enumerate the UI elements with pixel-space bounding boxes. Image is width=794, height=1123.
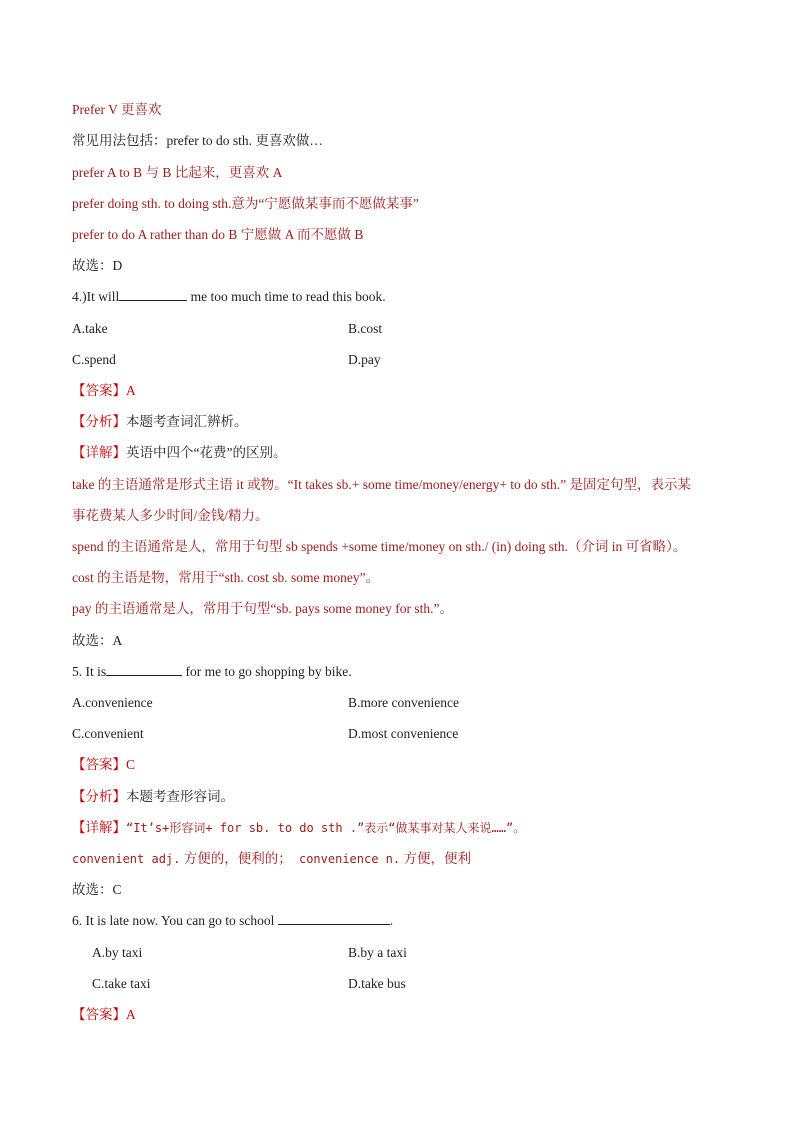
q4-pay-line xyxy=(72,600,453,618)
answer-tag: 【答案】 xyxy=(72,1007,126,1022)
q4-cost-a: cost 的主语是物，常用于 xyxy=(72,570,219,585)
q5-detail xyxy=(72,819,525,837)
detail-tag: 【详解】 xyxy=(72,445,126,460)
q5-stem-post: for me to go shopping by bike. xyxy=(185,664,352,679)
q4-stem xyxy=(72,288,386,306)
q5-option-b: B.more convenience xyxy=(348,695,459,710)
q5-option-d: D.most convenience xyxy=(348,726,459,741)
q5-option-c: C.convenient xyxy=(72,726,144,741)
q6-blank xyxy=(278,912,390,925)
q6-stem-post: . xyxy=(389,913,394,928)
q6-option-a: A.by taxi xyxy=(92,945,143,960)
q5-choice-text: 故选：C xyxy=(72,882,122,897)
q5-option-a: A.convenience xyxy=(72,695,153,710)
q4-cost-c: 。 xyxy=(365,570,380,585)
q4-analysis xyxy=(72,413,248,431)
q6-option-b: B.by a taxi xyxy=(348,945,407,960)
detail-tag: 【详解】 xyxy=(72,820,126,835)
q4-choice: 故选：A xyxy=(72,633,123,648)
q5-word-line xyxy=(72,850,471,868)
q4-spend-b: sb spends +some time/money on sth./ (in) doing sth.（介词 in 可省略）。 xyxy=(282,539,687,554)
q5-analysis xyxy=(72,788,234,806)
q4-stem-pre: 4.)It will xyxy=(72,289,120,304)
prefer-doing-line: prefer doing sth. to doing sth.意为“宁愿做某事而不愿做某事” xyxy=(72,196,419,211)
prefer-usage-line: 常见用法包括：prefer to do sth. 更喜欢做… xyxy=(72,133,323,148)
q5-word-a: convenient adj. xyxy=(72,852,181,866)
q4-answer-value: A xyxy=(126,383,136,398)
q4-answer xyxy=(72,382,136,400)
q5-stem-pre: 5. It is xyxy=(72,664,107,679)
q4-cost-b: “sth. cost sb. some money” xyxy=(218,570,366,585)
q4-option-a: A.take xyxy=(72,321,108,336)
q6-option-d: D.take bus xyxy=(348,976,406,991)
q6-answer xyxy=(72,1006,136,1024)
q6-option-c: C.take taxi xyxy=(92,976,151,991)
q4-detail xyxy=(72,444,286,462)
q6-stem-pre: 6. It is late now. You can go to school xyxy=(72,913,275,928)
answer-tag: 【答案】 xyxy=(72,383,126,398)
analysis-tag: 【分析】 xyxy=(72,789,126,804)
q5-choice xyxy=(72,881,122,899)
q4-option-b: B.cost xyxy=(348,321,383,336)
q4-analysis-text: 本题考查词汇辨析。 xyxy=(126,414,248,429)
q5-analysis-text: 本题考查形容词。 xyxy=(126,789,234,804)
q5-answer xyxy=(72,756,135,774)
intro-choice: 故选：D xyxy=(72,258,123,273)
q6-answer-value: A xyxy=(126,1007,136,1022)
q4-cost-line xyxy=(72,569,379,587)
q4-blank xyxy=(119,288,187,301)
prefer-a-to-b-line: prefer A to B 与 B 比起来，更喜欢 A xyxy=(72,165,283,180)
prefer-rather-than-line: prefer to do A rather than do B 宁愿做 A 而不愿做 B xyxy=(72,227,364,242)
q4-detail-text: 英语中四个“花费”的区别。 xyxy=(126,445,287,460)
q5-detail-text: “It’s+形容词+ for sb. to do sth .”表示“做某事对某人来说……”。 xyxy=(126,821,526,835)
q5-word-c: convenience n. xyxy=(291,852,401,866)
prefer-heading: Prefer V 更喜欢 xyxy=(72,102,162,117)
q5-word-d: 方便，便利 xyxy=(400,851,471,866)
q4-pay-c: 。 xyxy=(439,601,453,616)
q4-option-d: D.pay xyxy=(348,352,381,367)
q4-pay-a: pay 的主语通常是人，常用于句型 xyxy=(72,601,271,616)
q4-take-line-2: 事花费某人多少时间/金钱/精力。 xyxy=(72,508,269,523)
analysis-tag: 【分析】 xyxy=(72,414,126,429)
q5-stem xyxy=(72,663,352,681)
answer-tag: 【答案】 xyxy=(72,757,126,772)
q5-blank xyxy=(106,663,182,676)
q4-take-line xyxy=(72,476,691,494)
q4-take-a: take 的主语通常是形式主语 it 或物。 xyxy=(72,477,288,492)
q4-spend-a: spend 的主语通常是人，常用于句型 xyxy=(72,539,283,554)
q5-answer-value: C xyxy=(126,757,136,772)
q4-stem-post: me too much time to read this book. xyxy=(190,289,386,304)
q5-word-b: 方便的，便利的； xyxy=(180,851,292,866)
q4-option-c: C.spend xyxy=(72,352,116,367)
q4-spend-line xyxy=(72,538,686,556)
q6-stem xyxy=(72,912,393,930)
q4-take-b: “It takes sb.+ some time/money/energy+ to do sth.” 是固定句型，表示某 xyxy=(287,477,692,492)
q4-pay-b: “sb. pays some money for sth.” xyxy=(270,601,440,616)
